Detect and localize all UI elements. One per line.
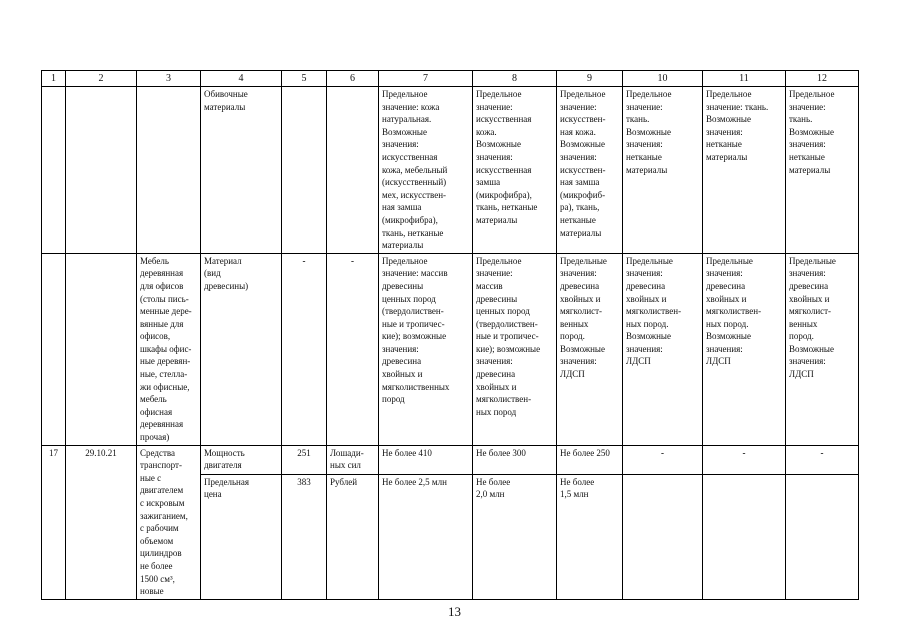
value-cell: Предельное значение: ткань. Возможные значения: нетканые материалы (703, 87, 786, 254)
date-cell: 29.10.21 (66, 445, 137, 599)
table-cell (66, 253, 137, 445)
value-cell: Не более 1,5 млн (557, 474, 623, 599)
value-cell: Предельное значение: ткань. Возможные значения: нетканые материалы (786, 87, 859, 254)
col-header: 7 (379, 71, 473, 87)
page-number: 13 (448, 604, 461, 619)
value-cell: - (327, 253, 379, 445)
header-row (42, 71, 859, 87)
table-cell (282, 87, 327, 254)
value-cell: Предельное значение: ткань. Возможные значения: нетканые материалы (623, 87, 703, 254)
col-header: 2 (66, 71, 137, 87)
characteristic-cell: Материал (вид древесины) (201, 253, 282, 445)
value-cell: Не более 2,0 млн (473, 474, 557, 599)
col-header: 11 (703, 71, 786, 87)
col-header: 1 (42, 71, 66, 87)
col-header: 6 (327, 71, 379, 87)
value-cell: Не более 2,5 млн (379, 474, 473, 599)
table-cell (623, 474, 703, 599)
value-cell: - (282, 253, 327, 445)
requirements-table (41, 70, 859, 600)
value-cell: - (623, 445, 703, 474)
characteristic-cell: Обивочные материалы (201, 87, 282, 254)
value-cell: 251 (282, 445, 327, 474)
col-header: 12 (786, 71, 859, 87)
item-name-cell: Мебель деревянная для офисов (столы пись- менные дере- вянные для офисов, шкафы офис- ные деревян- ные, стелла- жи офисные, мебель офисная деревянная прочая) (137, 253, 201, 445)
value-cell: Предельное значение: кожа натуральная. Возможные значения: искусственная кожа, мебельный (искусственный) мех, искусствен- ная замша (микрофибра), ткань, нетканые материалы (379, 87, 473, 254)
col-header: 8 (473, 71, 557, 87)
table-cell (66, 87, 137, 254)
value-cell: Предельное значение: искусствен- ная кожа. Возможные значения: искусствен- ная замша (микрофиб- ра), ткань, нетканые материалы (557, 87, 623, 254)
value-cell: - (703, 445, 786, 474)
value-cell: Не более 410 (379, 445, 473, 474)
table-cell (703, 474, 786, 599)
table-cell (42, 253, 66, 445)
unit-cell: Рублей (327, 474, 379, 599)
value-cell: - (786, 445, 859, 474)
characteristic-cell: Предельная цена (201, 474, 282, 599)
table-row-wood (42, 253, 859, 445)
value-cell: Предельное значение: искусственная кожа. Возможные значения: искусственная замша (микрофибра), ткань, нетканые материалы (473, 87, 557, 254)
value-cell: Предельные значения: древесина хвойных и мягколист- венных пород. Возможные значения: ЛДСП (786, 253, 859, 445)
table-cell (137, 87, 201, 254)
value-cell: Предельные значения: древесина хвойных и мягколиствен- ных пород. Возможные значения: ЛДСП (623, 253, 703, 445)
table-cell (786, 474, 859, 599)
table-row-17-power (42, 445, 859, 474)
value-cell: Не более 250 (557, 445, 623, 474)
value-cell: Предельное значение: массив древесины ценных пород (твердолиствен- ные и тропичес- кие); возможные значения: древесина хвойных и мягколиствен- ных пород (473, 253, 557, 445)
col-header: 3 (137, 71, 201, 87)
value-cell: Предельные значения: древесина хвойных и мягколист- венных пород. Возможные значения: ЛДСП (557, 253, 623, 445)
col-header: 10 (623, 71, 703, 87)
value-cell: Предельное значение: массив древесины ценных пород (твердолиствен- ные и тропичес- кие); возможные значения: древесина хвойных и мягколиственных пород (379, 253, 473, 445)
row-number-cell: 17 (42, 445, 66, 599)
characteristic-cell: Мощность двигателя (201, 445, 282, 474)
value-cell: Предельные значения: древесина хвойных и мягколиствен- ных пород. Возможные значения: ЛДСП (703, 253, 786, 445)
value-cell: 383 (282, 474, 327, 599)
table-cell (327, 87, 379, 254)
item-name-cell: Средства транспорт- ные с двигателем с искровым зажиганием, с рабочим объемом цилиндров не более 1500 см³, новые (137, 445, 201, 599)
col-header: 9 (557, 71, 623, 87)
col-header: 4 (201, 71, 282, 87)
table-cell (42, 87, 66, 254)
value-cell: Не более 300 (473, 445, 557, 474)
unit-cell: Лошади- ных сил (327, 445, 379, 474)
col-header: 5 (282, 71, 327, 87)
table-row-upholstery (42, 87, 859, 254)
